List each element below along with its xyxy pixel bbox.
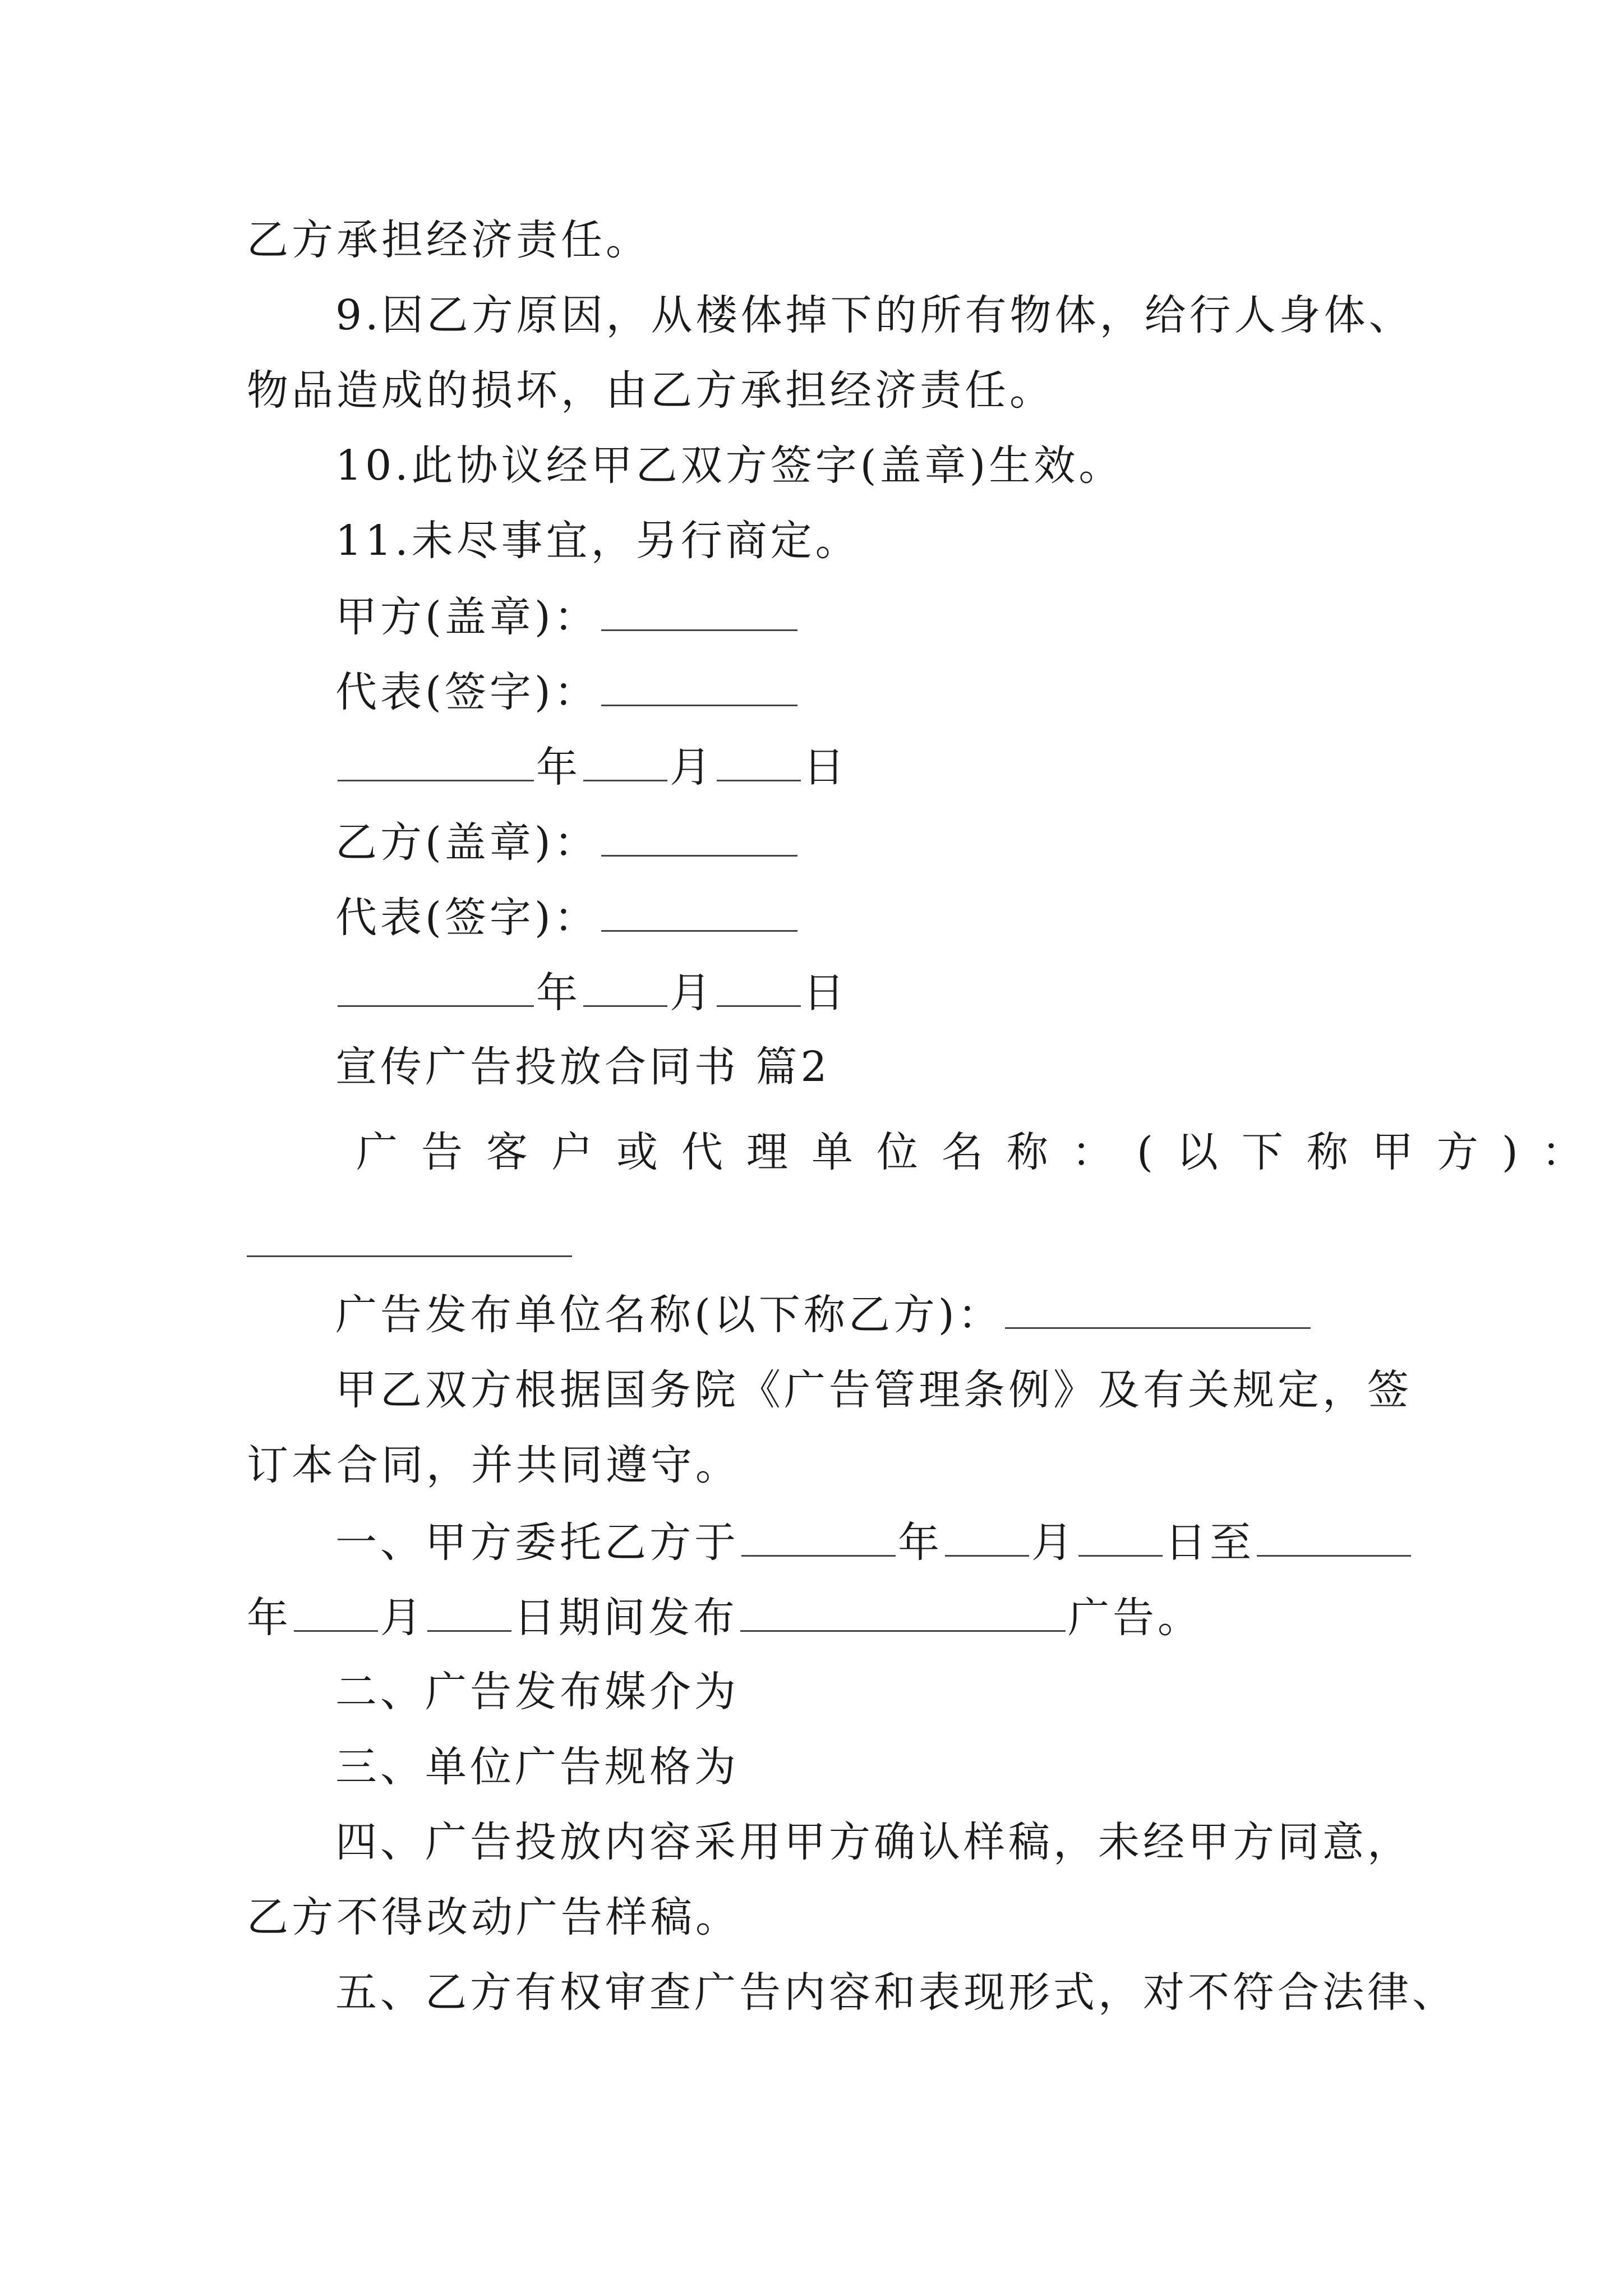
date-blank <box>294 1589 378 1632</box>
client-name-blank <box>247 1255 572 1257</box>
month-label: 月 <box>1031 1519 1076 1567</box>
year-label: 年 <box>247 1594 292 1642</box>
date-blank <box>338 738 534 781</box>
paragraph-line: 物品造成的损坏，由乙方承担经济责任。 <box>247 366 1054 415</box>
party-b-rep-line <box>335 889 800 946</box>
party-b-date-line <box>335 964 848 1021</box>
client-name-label: 广告客户或代理单位名称：(以下称甲方)： <box>356 1128 1607 1176</box>
paragraph-line: 乙方承担经济责任。 <box>247 216 651 264</box>
publisher-name-label: 广告发布单位名称(以下称乙方)： <box>335 1291 1003 1339</box>
paragraph-line: 二、广告发布媒介为 <box>335 1668 739 1716</box>
month-label: 月 <box>380 1594 425 1642</box>
item1-suffix: 广告。 <box>1068 1594 1202 1642</box>
date-blank <box>338 964 534 1007</box>
day-label: 日 <box>803 743 848 792</box>
party-a-rep-line <box>335 663 800 720</box>
year-label: 年 <box>536 743 581 792</box>
paragraph-line: 乙方不得改动广告样稿。 <box>247 1893 740 1941</box>
month-label: 月 <box>670 743 714 792</box>
date-blank <box>583 964 667 1007</box>
year-label: 年 <box>536 969 581 1017</box>
year-label: 年 <box>898 1519 943 1567</box>
party-a-rep-label: 代表(签字)： <box>335 668 599 716</box>
publisher-name-blank <box>1005 1286 1311 1329</box>
date-blank <box>583 738 667 781</box>
date-blank <box>1078 1513 1163 1557</box>
section-heading: 宣传广告投放合同书 篇2 <box>335 1043 831 1091</box>
party-b-seal-label: 乙方(盖章)： <box>335 818 599 867</box>
paragraph-line: 三、单位广告规格为 <box>335 1743 739 1791</box>
date-blank <box>741 1513 896 1557</box>
ad-content-blank <box>740 1589 1066 1632</box>
day-to-label: 日至 <box>1165 1519 1255 1567</box>
date-blank <box>427 1589 511 1632</box>
paragraph-line: 11.未尽事宜，另行商定。 <box>335 517 860 565</box>
party-b-seal-line <box>335 813 800 871</box>
paragraph-line: 订本合同，并共同遵守。 <box>247 1441 740 1489</box>
party-b-rep-label: 代表(签字)： <box>335 894 599 942</box>
party-a-seal-line <box>335 588 800 645</box>
date-blank <box>945 1513 1029 1557</box>
day-label: 日 <box>803 969 848 1017</box>
item1-line-b <box>247 1589 1202 1646</box>
paragraph-line: 四、广告投放内容采用甲方确认样稿，未经甲方同意， <box>335 1818 1412 1866</box>
signature-blank <box>601 588 797 631</box>
signature-blank <box>601 889 797 932</box>
paragraph-line: 甲乙双方根据国务院《广告管理条例》及有关规定，签 <box>335 1366 1412 1414</box>
publisher-line <box>335 1286 1313 1343</box>
item1-prefix: 一、甲方委托乙方于 <box>335 1519 739 1567</box>
paragraph-line: 10.此协议经甲乙双方签字(盖章)生效。 <box>335 441 1124 490</box>
signature-blank <box>601 813 797 857</box>
item1-period: 日期间发布 <box>514 1594 738 1642</box>
date-blank <box>717 964 801 1007</box>
party-a-seal-label: 甲方(盖章)： <box>335 593 599 641</box>
date-blank <box>717 738 801 781</box>
paragraph-line: 五、乙方有权审查广告内容和表现形式，对不符合法律、 <box>335 1968 1457 2017</box>
signature-blank <box>601 663 797 706</box>
item1-line-a <box>335 1513 1413 1571</box>
date-blank <box>1257 1513 1411 1557</box>
month-label: 月 <box>670 969 714 1017</box>
paragraph-line: 9.因乙方原因，从楼体掉下的所有物体，给行人身体、 <box>335 291 1414 339</box>
party-a-date-line <box>335 738 848 795</box>
